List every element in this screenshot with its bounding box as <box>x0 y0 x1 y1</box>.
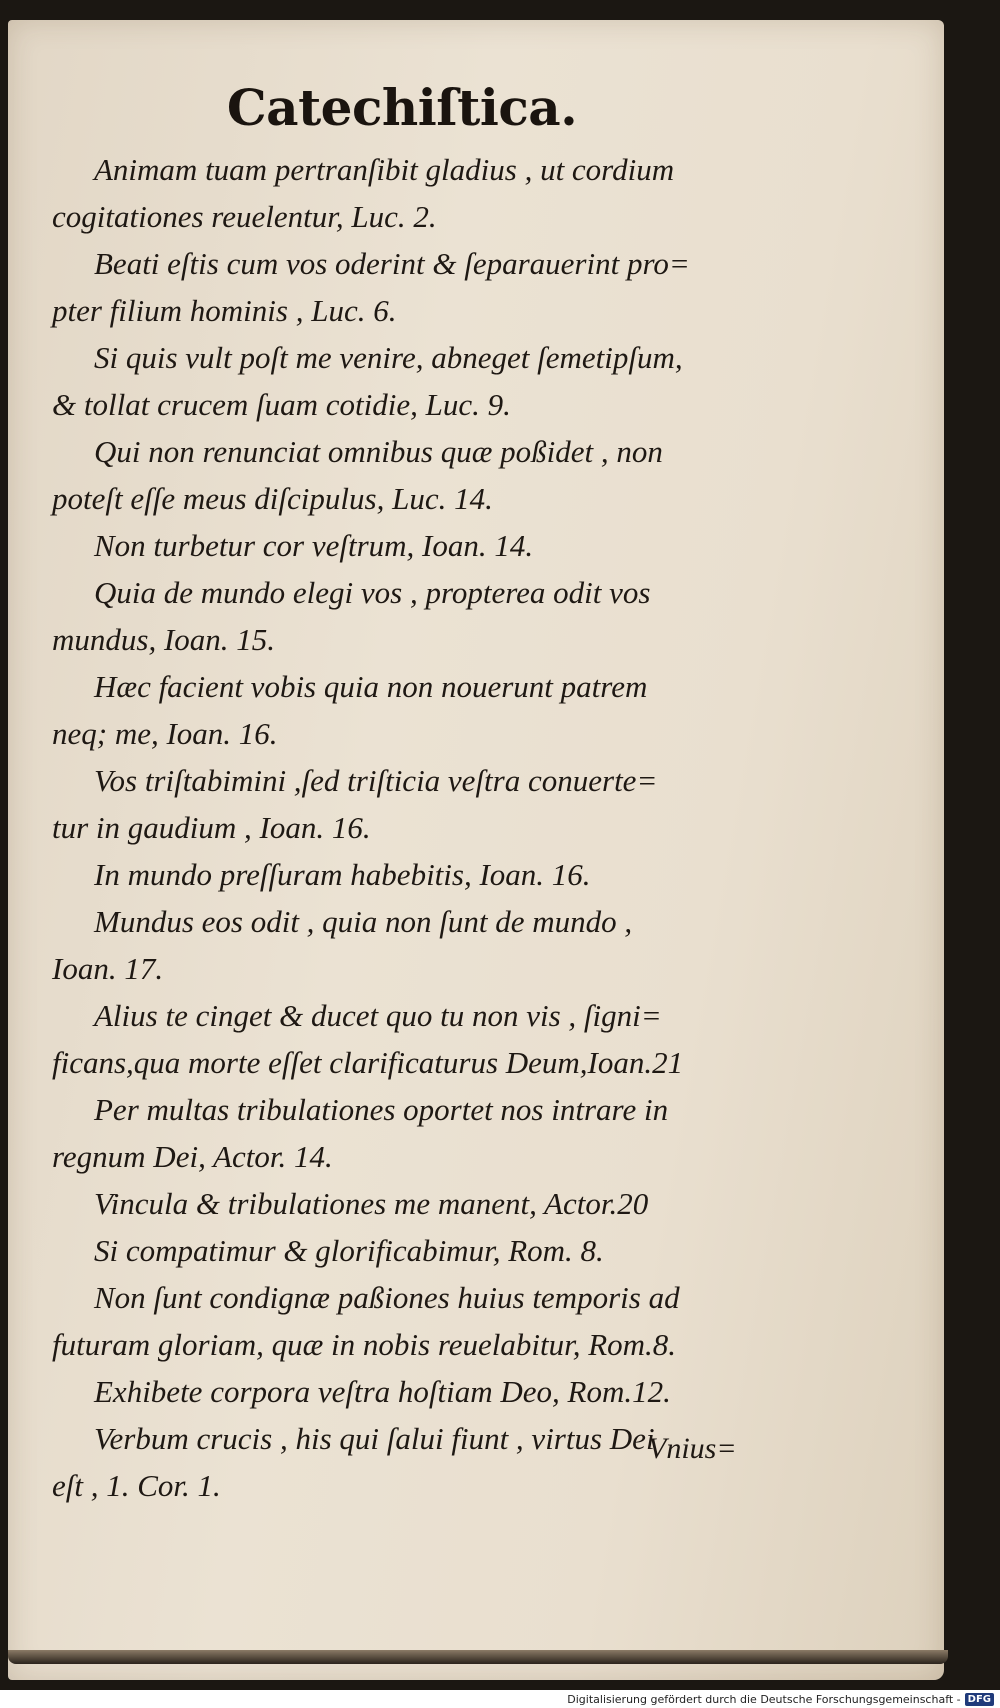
text-line: Mundus eos odit , quia non ſunt de mundo , <box>94 904 633 939</box>
text-line: ficans,qua morte eſſet clarificaturus Deum,Ioan.21 <box>52 1045 684 1080</box>
text-line: Vincula & tribulationes me manent, Actor.20 <box>94 1186 649 1221</box>
page-bottom-edge <box>8 1650 948 1664</box>
text-line: Beati eſtis cum vos oderint & ſeparauerint pro= <box>94 246 690 281</box>
text-line: & tollat crucem ſuam cotidie, Luc. 9. <box>52 387 511 422</box>
text-line: Qui non renunciat omnibus quæ poßidet , non <box>94 434 663 469</box>
text-line: Animam tuam pertranſibit gladius , ut cordium <box>94 152 675 187</box>
text-line: mundus, Ioan. 15. <box>52 622 276 657</box>
text-line: Si quis vult poſt me venire, abneget ſemetipſum, <box>94 340 683 375</box>
text-line: poteſt eſſe meus diſcipulus, Luc. 14. <box>52 481 493 516</box>
text-line: Non turbetur cor veſtrum, Ioan. 14. <box>94 528 534 563</box>
page-text-block <box>52 78 752 1509</box>
text-line: Non ſunt condignæ paßiones huius temporis ad <box>94 1280 680 1315</box>
text-line: pter filium hominis , Luc. 6. <box>52 293 397 328</box>
dfg-logo-icon: DFG <box>965 1693 994 1706</box>
text-line: Exhibete corpora veſtra hoſtiam Deo, Rom.12. <box>94 1374 671 1409</box>
text-line: futuram gloriam, quæ in nobis reuelabitur, Rom.8. <box>52 1327 677 1362</box>
text-line: regnum Dei, Actor. 14. <box>52 1139 333 1174</box>
text-line: Hæc facient vobis quia non nouerunt patrem <box>94 669 648 704</box>
text-line: In mundo preſſuram habebitis, Ioan. 16. <box>94 857 591 892</box>
text-line: Alius te cinget & ducet quo tu non vis , ſigni= <box>94 998 662 1033</box>
text-line: Quia de mundo elegi vos , propterea odit vos <box>94 575 651 610</box>
text-line: cogitationes reuelentur, Luc. 2. <box>52 199 437 234</box>
footer-credit <box>567 1693 994 1706</box>
text-line: Si compatimur & glorificabimur, Rom. 8. <box>94 1233 604 1268</box>
text-line: Verbum crucis , his qui ſalui fiunt , virtus Dei <box>94 1421 655 1456</box>
text-line: Vos triſtabimini ,ſed triſticia veſtra conuerte= <box>94 763 658 798</box>
text-line: neq; me, Ioan. 16. <box>52 716 278 751</box>
text-line: Ioan. 17. <box>52 951 164 986</box>
footer-text: Digitalisierung gefördert durch die Deutsche Forschungsgemeinschaft - <box>567 1693 961 1706</box>
catchword: Vnius= <box>648 1432 737 1465</box>
text-line: tur in gaudium , Ioan. 16. <box>52 810 371 845</box>
text-line: eſt , 1. Cor. 1. <box>52 1468 221 1503</box>
text-line: Per multas tribulationes oportet nos intrare in <box>94 1092 669 1127</box>
page-title: Catechiſtica. <box>226 78 578 137</box>
text-lines <box>52 146 752 1509</box>
